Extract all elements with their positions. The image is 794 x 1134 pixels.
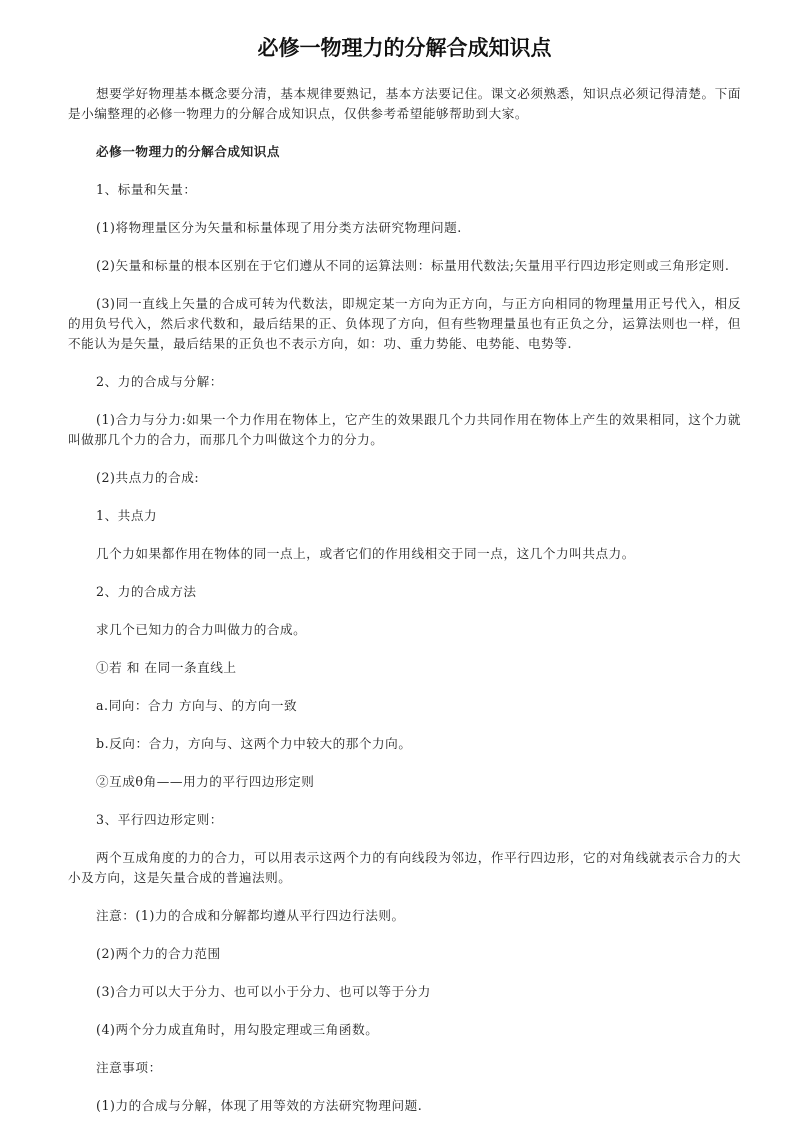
paragraph: 两个互成角度的力的合力，可以用表示这两个力的有向线段为邻边，作平行四边形，它的对角线就表示合力的大小及方向，这是矢量合成的普遍法则。 — [68, 850, 741, 885]
paragraph: b.反向：合力，方向与、这两个力中较大的那个力向。 — [96, 736, 412, 751]
paragraph: (3)同一直线上矢量的合成可转为代数法，即规定某一方向为正方向，与正方向相同的物理量用正号代入，相反的用负号代入，然后求代数和，最后结果的正、负体现了方向，但有些物理量虽也有正负之分，运算法则也一样，但不能认为是矢量，最后结果的正负也不表示方向，如：功、重力势能、电势能、电势等. — [68, 296, 741, 351]
paragraph: ①若 和 在同一条直线上 — [96, 660, 237, 675]
paragraph: (3)合力可以大于分力、也可以小于分力、也可以等于分力 — [96, 984, 431, 999]
paragraph: (1)将物理量区分为矢量和标量体现了用分类方法研究物理问题. — [96, 220, 462, 235]
paragraph: 2、力的合成方法 — [96, 584, 197, 599]
paragraph: 几个力如果都作用在物体的同一点上，或者它们的作用线相交于同一点，这几个力叫共点力。 — [96, 546, 635, 561]
paragraph: (2)矢量和标量的根本区别在于它们遵从不同的运算法则：标量用代数法;矢量用平行四边形定则或三角形定则. — [96, 258, 730, 273]
paragraph: 注意：(1)力的合成和分解都均遵从平行四边行法则。 — [96, 908, 405, 923]
paragraph: 想要学好物理基本概念要分清，基本规律要熟记，基本方法要记住。课文必须熟悉，知识点必须记得清楚。下面是小编整理的必修一物理力的分解合成知识点，仅供参考希望能够帮助到大家。 — [68, 86, 741, 121]
paragraph: 1、标量和矢量： — [96, 182, 197, 197]
paragraph: 1、共点力 — [96, 508, 158, 523]
paragraph: 3、平行四边形定则： — [96, 812, 223, 827]
paragraph: 2、力的合成与分解： — [96, 374, 223, 389]
paragraph: 求几个已知力的合力叫做力的合成。 — [96, 622, 307, 637]
section-heading: 必修一物理力的分解合成知识点 — [96, 144, 281, 159]
document-page — [68, 34, 741, 1134]
paragraph: (2)共点力的合成: — [96, 470, 200, 485]
paragraph: 注意事项： — [96, 1060, 162, 1075]
paragraph: (1)合力与分力:如果一个力作用在物体上，它产生的效果跟几个力共同作用在物体上产生的效果相同，这个力就叫做那几个力的合力，而那几个力叫做这个力的分力。 — [68, 412, 741, 447]
document-title: 必修一物理力的分解合成知识点 — [257, 36, 552, 60]
document-body — [68, 84, 741, 1116]
paragraph: (1)力的合成与分解，体现了用等效的方法研究物理问题. — [96, 1098, 423, 1113]
paragraph: a.同向：合力 方向与、的方向一致 — [96, 698, 298, 713]
paragraph: (4)两个分力成直角时，用勾股定理或三角函数。 — [96, 1022, 379, 1037]
paragraph: ②互成θ角——用力的平行四边形定则 — [96, 774, 315, 789]
paragraph: (2)两个力的合力范围 — [96, 946, 221, 961]
